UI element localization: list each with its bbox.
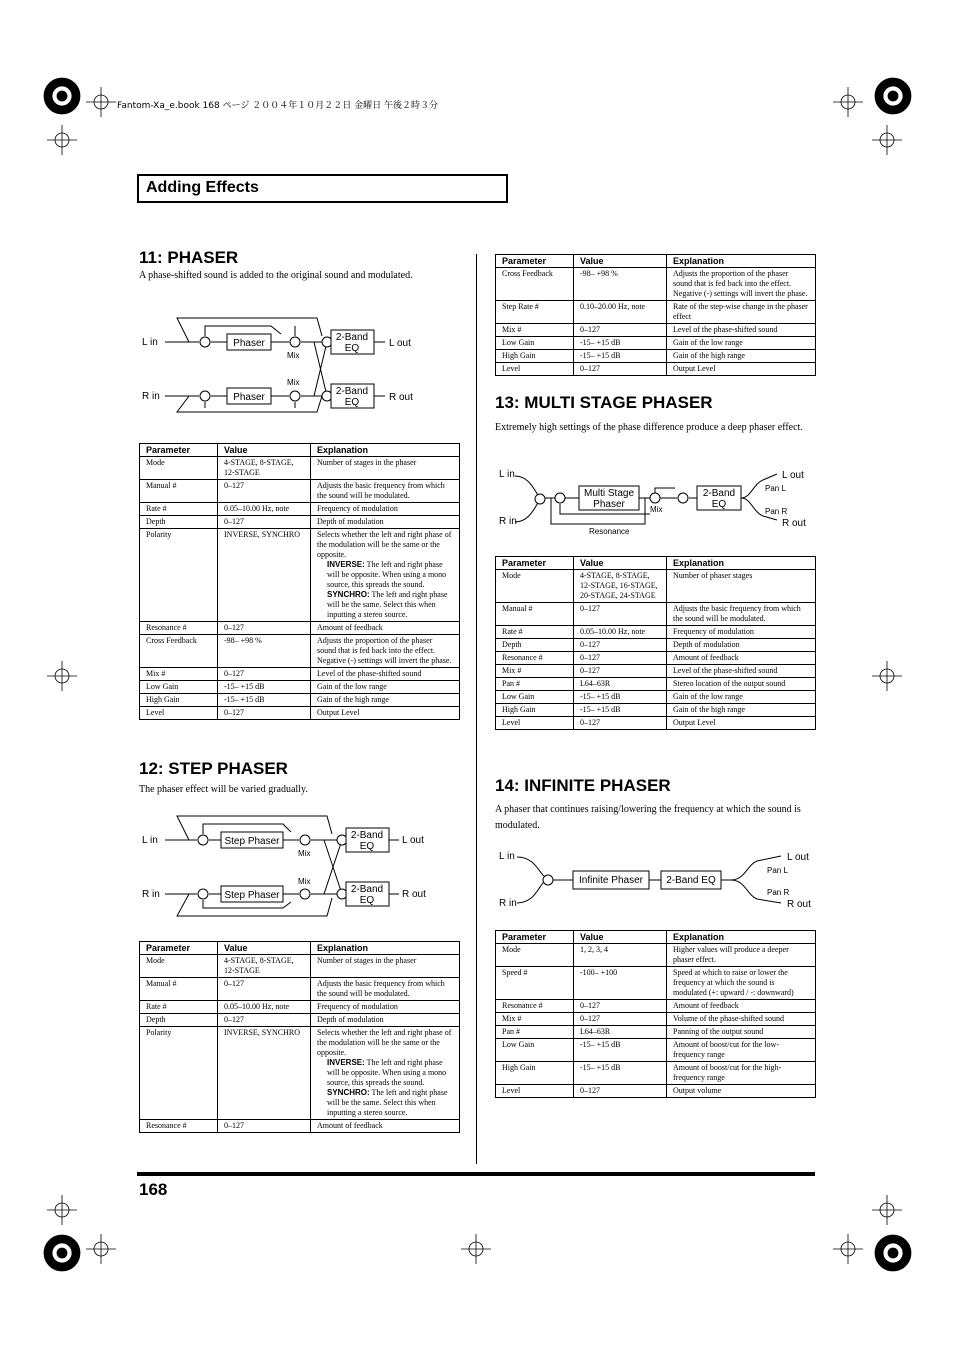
eq-block-r-line1: 2-Band	[335, 386, 369, 397]
cell-parameter: Level	[496, 1085, 574, 1098]
r-in-label: R in	[499, 898, 517, 909]
eq-block-r-line2: EQ	[359, 895, 375, 906]
table-row	[140, 622, 460, 635]
table-row	[496, 704, 816, 717]
synchro-note	[317, 590, 453, 620]
cell-explanation: Adjusts the proportion of the phaser sound that is fed back into the effect. Negative (-) settings will invert the phase.	[667, 268, 816, 301]
cell-explanation: Level of the phase-shifted sound	[311, 668, 460, 681]
cell-explanation: Amount of boost/cut for the low-frequency range	[667, 1039, 816, 1062]
cell-parameter: Mode	[140, 955, 218, 978]
table-row	[496, 1026, 816, 1039]
multi-stage-block-line1: Multi Stage	[583, 488, 635, 499]
step-phaser-block-r: Step Phaser	[224, 890, 280, 901]
cell-parameter: Mix #	[496, 1013, 574, 1026]
cell-parameter: Mode	[496, 570, 574, 603]
l-in-label: L in	[499, 469, 515, 480]
cell-explanation: Number of stages in the phaser	[311, 457, 460, 480]
cell-parameter: Step Rate #	[496, 301, 574, 324]
mix-label-r: Mix	[287, 378, 300, 387]
l-out-label: L out	[402, 835, 424, 846]
table-row	[496, 652, 816, 665]
cell-parameter: Rate #	[140, 1001, 218, 1014]
s13-parameter-table	[495, 556, 816, 730]
inverse-note	[317, 560, 453, 590]
table-row	[140, 707, 460, 720]
cell-explanation: Higher values will produce a deeper phaser effect.	[667, 944, 816, 967]
crop-mark-icon	[875, 78, 911, 114]
cell-parameter: Mix #	[496, 665, 574, 678]
s13-diagram	[495, 462, 815, 542]
cell-parameter: Mode	[496, 944, 574, 967]
s12-diagram	[139, 810, 449, 920]
cell-parameter: Speed #	[496, 967, 574, 1000]
cell-parameter: Cross Feedback	[496, 268, 574, 301]
cell-value: 0–127	[218, 1120, 311, 1133]
mix-label-l: Mix	[298, 849, 311, 858]
table-row	[496, 1013, 816, 1026]
cell-value: INVERSE, SYNCHRO	[218, 1027, 311, 1120]
r-in-label: R in	[142, 889, 160, 900]
crosshair-icon	[872, 125, 902, 155]
table-row	[496, 678, 816, 691]
cell-value: 1, 2, 3, 4	[574, 944, 667, 967]
table-row-polarity	[140, 529, 460, 622]
cell-explanation: Output Level	[311, 707, 460, 720]
s13-title: 13: MULTI STAGE PHASER	[495, 393, 713, 412]
cell-explanation: Output Level	[667, 717, 816, 730]
cell-value: -15– +15 dB	[574, 691, 667, 704]
cell-parameter: Level	[140, 707, 218, 720]
table-row	[496, 337, 816, 350]
cell-explanation: Output Level	[667, 363, 816, 376]
cell-value: -98– +98 %	[574, 268, 667, 301]
header-file-info: Fantom-Xa_e.book 168 ページ ２００４年１０月２２日 金曜日 午後２時３分	[117, 101, 438, 111]
r-out-label: R out	[787, 899, 811, 910]
cell-parameter: Low Gain	[496, 1039, 574, 1062]
cell-parameter: Mix #	[496, 324, 574, 337]
cell-value: -15– +15 dB	[218, 694, 311, 707]
cell-value: 0–127	[218, 622, 311, 635]
table-row	[140, 635, 460, 668]
cell-value: L64–63R	[574, 678, 667, 691]
s14-description: A phaser that continues raising/lowering the frequency at which the sound is modulated.	[495, 804, 801, 831]
crosshair-icon	[47, 125, 77, 155]
cell-parameter: Depth	[140, 516, 218, 529]
table-row	[140, 1014, 460, 1027]
cell-explanation: Adjusts the basic frequency from which the sound will be modulated.	[667, 603, 816, 626]
footer-rule	[137, 1172, 815, 1176]
cell-parameter: Manual #	[140, 978, 218, 1001]
multi-stage-block-line2: Phaser	[593, 499, 625, 510]
pan-l-label: Pan L	[767, 866, 788, 875]
step-phaser-block-l: Step Phaser	[224, 836, 280, 847]
cell-parameter: Low Gain	[496, 691, 574, 704]
cell-explanation: Amount of feedback	[311, 622, 460, 635]
cell-explanation: Gain of the high range	[667, 704, 816, 717]
cell-value: INVERSE, SYNCHRO	[218, 529, 311, 622]
s12-title: 12: STEP PHASER	[139, 759, 288, 778]
pan-r-label: Pan R	[767, 888, 790, 897]
crosshair-icon	[833, 87, 863, 117]
cell-explanation: Level of the phase-shifted sound	[667, 665, 816, 678]
cell-value: 0–127	[574, 639, 667, 652]
s11-diagram	[139, 312, 439, 417]
cell-value: 4-STAGE, 8-STAGE, 12-STAGE	[218, 955, 311, 978]
cell-value: -15– +15 dB	[574, 337, 667, 350]
cell-explanation: Adjusts the basic frequency from which the sound will be modulated.	[311, 480, 460, 503]
crosshair-icon	[833, 1234, 863, 1264]
cell-explanation: Amount of feedback	[311, 1120, 460, 1133]
col-value: Value	[574, 557, 667, 570]
table-row	[496, 665, 816, 678]
table-row	[140, 668, 460, 681]
table-row	[140, 978, 460, 1001]
table-row	[140, 457, 460, 480]
cell-explanation: Gain of the high range	[311, 694, 460, 707]
r-out-label: R out	[782, 518, 806, 529]
crosshair-icon	[47, 1195, 77, 1225]
cell-parameter: Resonance #	[140, 622, 218, 635]
cell-value: 0–127	[574, 363, 667, 376]
cell-explanation: Depth of modulation	[311, 1014, 460, 1027]
l-in-label: L in	[142, 835, 158, 846]
synchro-label: SYNCHRO:	[327, 1088, 370, 1097]
table-row	[496, 944, 816, 967]
eq-block-line2: EQ	[711, 499, 727, 510]
cell-value: 0–127	[218, 668, 311, 681]
crosshair-icon	[47, 661, 77, 691]
cell-explanation: Level of the phase-shifted sound	[667, 324, 816, 337]
cell-parameter: Resonance #	[496, 652, 574, 665]
cell-parameter: Rate #	[140, 503, 218, 516]
cell-value: 0–127	[218, 1014, 311, 1027]
cell-explanation: Gain of the high range	[667, 350, 816, 363]
table-row	[496, 570, 816, 603]
synchro-note	[317, 1088, 453, 1118]
l-in-label: L in	[142, 337, 158, 348]
table-row	[496, 1085, 816, 1098]
cell-parameter: Level	[496, 717, 574, 730]
cell-parameter: High Gain	[496, 350, 574, 363]
table-row	[496, 603, 816, 626]
cell-parameter: Resonance #	[140, 1120, 218, 1133]
resonance-label: Resonance	[589, 527, 630, 536]
cell-value: -15– +15 dB	[218, 681, 311, 694]
cell-parameter: Mode	[140, 457, 218, 480]
cell-parameter: High Gain	[496, 1062, 574, 1085]
cell-value: -15– +15 dB	[574, 350, 667, 363]
cell-explanation: Frequency of modulation	[311, 1001, 460, 1014]
table-row	[496, 1062, 816, 1085]
l-out-label: L out	[389, 338, 411, 349]
s13-description: Extremely high settings of the phase difference produce a deep phaser effect.	[495, 422, 803, 433]
l-out-label: L out	[782, 470, 804, 481]
col-explanation: Explanation	[667, 255, 816, 268]
crosshair-icon	[86, 87, 116, 117]
cell-explanation: Speed at which to raise or lower the frequency at which the sound is modulated (+: upward / -: downward)	[667, 967, 816, 1000]
mix-label-l: Mix	[287, 351, 300, 360]
cell-value: 0.05–10.00 Hz, note	[218, 503, 311, 516]
cell-explanation: Stereo location of the output sound	[667, 678, 816, 691]
s14-title: 14: INFINITE PHASER	[495, 776, 671, 795]
cell-parameter: Manual #	[140, 480, 218, 503]
cell-explanation: Number of stages in the phaser	[311, 955, 460, 978]
col-parameter: Parameter	[140, 942, 218, 955]
cell-explanation: Gain of the low range	[667, 337, 816, 350]
cell-parameter: Level	[496, 363, 574, 376]
l-in-label: L in	[499, 851, 515, 862]
cell-explanation: Adjusts the basic frequency from which the sound will be modulated.	[311, 978, 460, 1001]
cell-explanation: Number of phaser stages	[667, 570, 816, 603]
cell-value: -15– +15 dB	[574, 704, 667, 717]
table-row	[496, 363, 816, 376]
cell-value: 0.05–10.00 Hz, note	[574, 626, 667, 639]
section-title: Adding Effects	[146, 179, 259, 196]
cell-value: 0–127	[574, 1085, 667, 1098]
s12-continued-table	[495, 254, 816, 376]
eq-block-l-line2: EQ	[359, 841, 375, 852]
eq-block-r-line1: 2-Band	[350, 884, 384, 895]
col-value: Value	[218, 444, 311, 457]
col-parameter: Parameter	[496, 255, 574, 268]
cell-explanation	[311, 529, 460, 622]
table-row	[140, 1120, 460, 1133]
col-value: Value	[574, 931, 667, 944]
table-row	[496, 324, 816, 337]
cell-explanation: Gain of the low range	[667, 691, 816, 704]
cell-value: 0.10–20.00 Hz, note	[574, 301, 667, 324]
cell-explanation: Amount of boost/cut for the high-frequency range	[667, 1062, 816, 1085]
mix-label: Mix	[650, 505, 663, 514]
cell-parameter: Depth	[496, 639, 574, 652]
s11-description: A phase-shifted sound is added to the original sound and modulated.	[139, 270, 413, 281]
table-row	[496, 717, 816, 730]
table-row	[140, 516, 460, 529]
inverse-label: INVERSE:	[327, 1058, 365, 1067]
synchro-label: SYNCHRO:	[327, 590, 370, 599]
cell-explanation: Volume of the phase-shifted sound	[667, 1013, 816, 1026]
cell-value: 0–127	[574, 665, 667, 678]
eq-block-line1: 2-Band	[702, 488, 736, 499]
crop-mark-icon	[875, 1235, 911, 1271]
crosshair-icon	[86, 1234, 116, 1264]
cell-parameter: Pan #	[496, 1026, 574, 1039]
s12-parameter-table	[139, 941, 460, 1133]
r-out-label: R out	[402, 889, 426, 900]
col-value: Value	[574, 255, 667, 268]
infinite-phaser-block: Infinite Phaser	[579, 875, 643, 886]
cell-explanation: Amount of feedback	[667, 1000, 816, 1013]
cell-value: 0–127	[574, 717, 667, 730]
col-explanation: Explanation	[667, 557, 816, 570]
cell-explanation	[311, 1027, 460, 1120]
col-explanation: Explanation	[667, 931, 816, 944]
table-row	[496, 626, 816, 639]
cell-explanation: Panning of the output sound	[667, 1026, 816, 1039]
table-row	[496, 1039, 816, 1062]
cell-value: L64–63R	[574, 1026, 667, 1039]
column-divider	[476, 254, 477, 1164]
r-in-label: R in	[499, 516, 517, 527]
cell-parameter: Resonance #	[496, 1000, 574, 1013]
cell-parameter: Cross Feedback	[140, 635, 218, 668]
r-in-label: R in	[142, 391, 160, 402]
cell-value: 0–127	[574, 652, 667, 665]
table-row	[140, 681, 460, 694]
cell-parameter: Manual #	[496, 603, 574, 626]
cell-explanation: Adjusts the proportion of the phaser sound that is fed back into the effect. Negative (-) settings will invert the phase.	[311, 635, 460, 668]
cell-value: 0–127	[218, 480, 311, 503]
phaser-block-l: Phaser	[233, 338, 265, 349]
cell-value: 0–127	[574, 603, 667, 626]
cell-explanation: Frequency of modulation	[667, 626, 816, 639]
eq-block-r-line2: EQ	[344, 397, 360, 408]
synchro-text: The left and right phase will be the same. Select this when inputting a stereo source.	[327, 1088, 448, 1117]
pan-r-label: Pan R	[765, 507, 788, 516]
table-row	[496, 301, 816, 324]
table-row	[496, 639, 816, 652]
cell-value: 0–127	[574, 324, 667, 337]
cell-parameter: Low Gain	[140, 681, 218, 694]
crop-mark-icon	[44, 1235, 80, 1271]
r-out-label: R out	[389, 392, 413, 403]
s14-parameter-table	[495, 930, 816, 1098]
cell-parameter: Depth	[140, 1014, 218, 1027]
s11-title: 11: PHASER	[139, 248, 239, 267]
cell-value: 0–127	[218, 707, 311, 720]
col-explanation: Explanation	[311, 444, 460, 457]
phaser-block-r: Phaser	[233, 392, 265, 403]
table-row	[140, 503, 460, 516]
polarity-intro: Selects whether the left and right phase of the modulation will be the same or the opposite.	[317, 530, 452, 559]
col-value: Value	[218, 942, 311, 955]
col-explanation: Explanation	[311, 942, 460, 955]
cell-explanation: Frequency of modulation	[311, 503, 460, 516]
table-row	[140, 1001, 460, 1014]
s14-diagram	[495, 845, 815, 915]
l-out-label: L out	[787, 852, 809, 863]
pan-l-label: Pan L	[765, 484, 786, 493]
mix-label-r: Mix	[298, 877, 311, 886]
cell-explanation: Output volume	[667, 1085, 816, 1098]
cell-value: 0–127	[218, 978, 311, 1001]
cell-explanation: Depth of modulation	[311, 516, 460, 529]
inverse-text: The left and right phase will be opposite. When using a mono source, this spreads the sound.	[327, 560, 447, 589]
cell-value: -100– +100	[574, 967, 667, 1000]
table-row	[140, 955, 460, 978]
cell-parameter: Pan #	[496, 678, 574, 691]
cell-parameter: Polarity	[140, 1027, 218, 1120]
col-parameter: Parameter	[496, 557, 574, 570]
cell-value: 0–127	[218, 516, 311, 529]
cell-parameter: High Gain	[140, 694, 218, 707]
cell-value: 0–127	[574, 1000, 667, 1013]
cell-parameter: Low Gain	[496, 337, 574, 350]
col-parameter: Parameter	[496, 931, 574, 944]
cell-value: 0–127	[574, 1013, 667, 1026]
eq-block-l-line2: EQ	[344, 343, 360, 354]
inverse-label: INVERSE:	[327, 560, 365, 569]
cell-value: -15– +15 dB	[574, 1039, 667, 1062]
page-number: 168	[139, 1180, 168, 1199]
cell-explanation: Amount of feedback	[667, 652, 816, 665]
table-row	[496, 350, 816, 363]
crosshair-icon	[461, 1234, 491, 1264]
table-row	[496, 691, 816, 704]
cell-parameter: Rate #	[496, 626, 574, 639]
table-row-polarity	[140, 1027, 460, 1120]
cell-explanation: Rate of the step-wise change in the phaser effect	[667, 301, 816, 324]
cell-parameter: High Gain	[496, 704, 574, 717]
cell-value: -15– +15 dB	[574, 1062, 667, 1085]
cell-value: -98– +98 %	[218, 635, 311, 668]
table-row	[496, 1000, 816, 1013]
table-row	[496, 268, 816, 301]
crosshair-icon	[872, 1195, 902, 1225]
cell-explanation: Depth of modulation	[667, 639, 816, 652]
cell-value: 4-STAGE, 8-STAGE, 12-STAGE, 16-STAGE, 20-STAGE, 24-STAGE	[574, 570, 667, 603]
s11-parameter-table	[139, 443, 460, 720]
cell-explanation: Gain of the low range	[311, 681, 460, 694]
polarity-intro: Selects whether the left and right phase of the modulation will be the same or the opposite.	[317, 1028, 452, 1057]
cell-parameter: Mix #	[140, 668, 218, 681]
table-row	[496, 967, 816, 1000]
col-parameter: Parameter	[140, 444, 218, 457]
table-row	[140, 694, 460, 707]
crosshair-icon	[872, 661, 902, 691]
eq-block: 2-Band EQ	[666, 875, 716, 886]
s12-description: The phaser effect will be varied gradually.	[139, 784, 308, 795]
cell-value: 4-STAGE, 8-STAGE, 12-STAGE	[218, 457, 311, 480]
crop-mark-icon	[44, 78, 80, 114]
eq-block-l-line1: 2-Band	[350, 830, 384, 841]
table-row	[140, 480, 460, 503]
inverse-text: The left and right phase will be opposite. When using a mono source, this spreads the sound.	[327, 1058, 447, 1087]
synchro-text: The left and right phase will be the same. Select this when inputting a stereo source.	[327, 590, 448, 619]
cell-value: 0.05–10.00 Hz, note	[218, 1001, 311, 1014]
cell-parameter: Polarity	[140, 529, 218, 622]
inverse-note	[317, 1058, 453, 1088]
eq-block-l-line1: 2-Band	[335, 332, 369, 343]
